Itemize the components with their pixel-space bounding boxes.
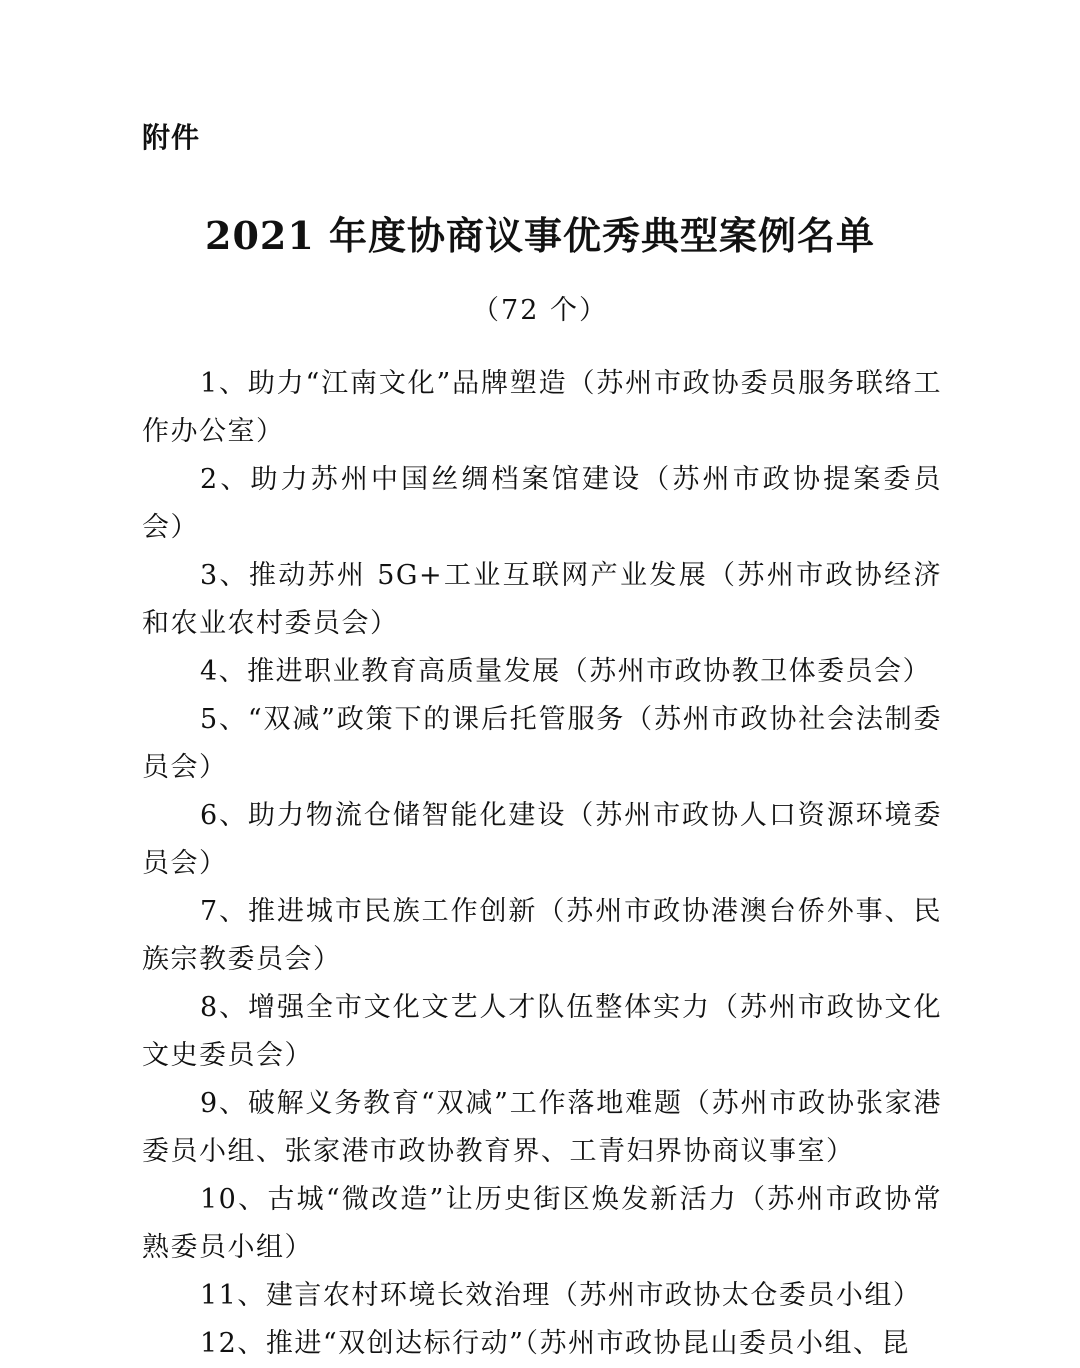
list-item: 10、古城“微改造”让历史街区焕发新活力（苏州市政协常熟委员小组） xyxy=(142,1184,942,1263)
list-item: 7、推进城市民族工作创新（苏州市政协港澳台侨外事、民族宗教委员会） xyxy=(142,896,942,975)
list-item: 1、助力“江南文化”品牌塑造（苏州市政协委员服务联络工作办公室） xyxy=(142,368,942,447)
case-count: （72 个） xyxy=(472,295,608,326)
list-item: 6、助力物流仓储智能化建设（苏州市政协人口资源环境委员会） xyxy=(142,800,942,879)
list-item: 11、建言农村环境长效治理（苏州市政协太仓委员小组） xyxy=(200,1280,922,1311)
list-item: 5、“双减”政策下的课后托管服务（苏州市政协社会法制委员会） xyxy=(142,704,942,783)
list-item: 4、推进职业教育高质量发展（苏州市政协教卫体委员会） xyxy=(200,656,932,687)
list-item: 2、助力苏州中国丝绸档案馆建设（苏州市政协提案委员会） xyxy=(142,464,942,543)
document-title: 2021 年度协商议事优秀典型案例名单 xyxy=(205,213,875,258)
case-list xyxy=(142,360,942,1368)
list-item: 9、破解义务教育“双减”工作落地难题（苏州市政协张家港委员小组、张家港市政协教育界、工青妇界协商议事室） xyxy=(142,1088,942,1167)
attachment-label: 附件 xyxy=(142,121,201,154)
list-item: 8、增强全市文化文艺人才队伍整体实力（苏州市政协文化文史委员会） xyxy=(142,992,942,1071)
list-item: 12、推进“双创达标行动”（苏州市政协昆山委员小组、昆 xyxy=(200,1328,910,1359)
list-item: 3、推动苏州 5G+工业互联网产业发展（苏州市政协经济和农业农村委员会） xyxy=(142,560,942,639)
